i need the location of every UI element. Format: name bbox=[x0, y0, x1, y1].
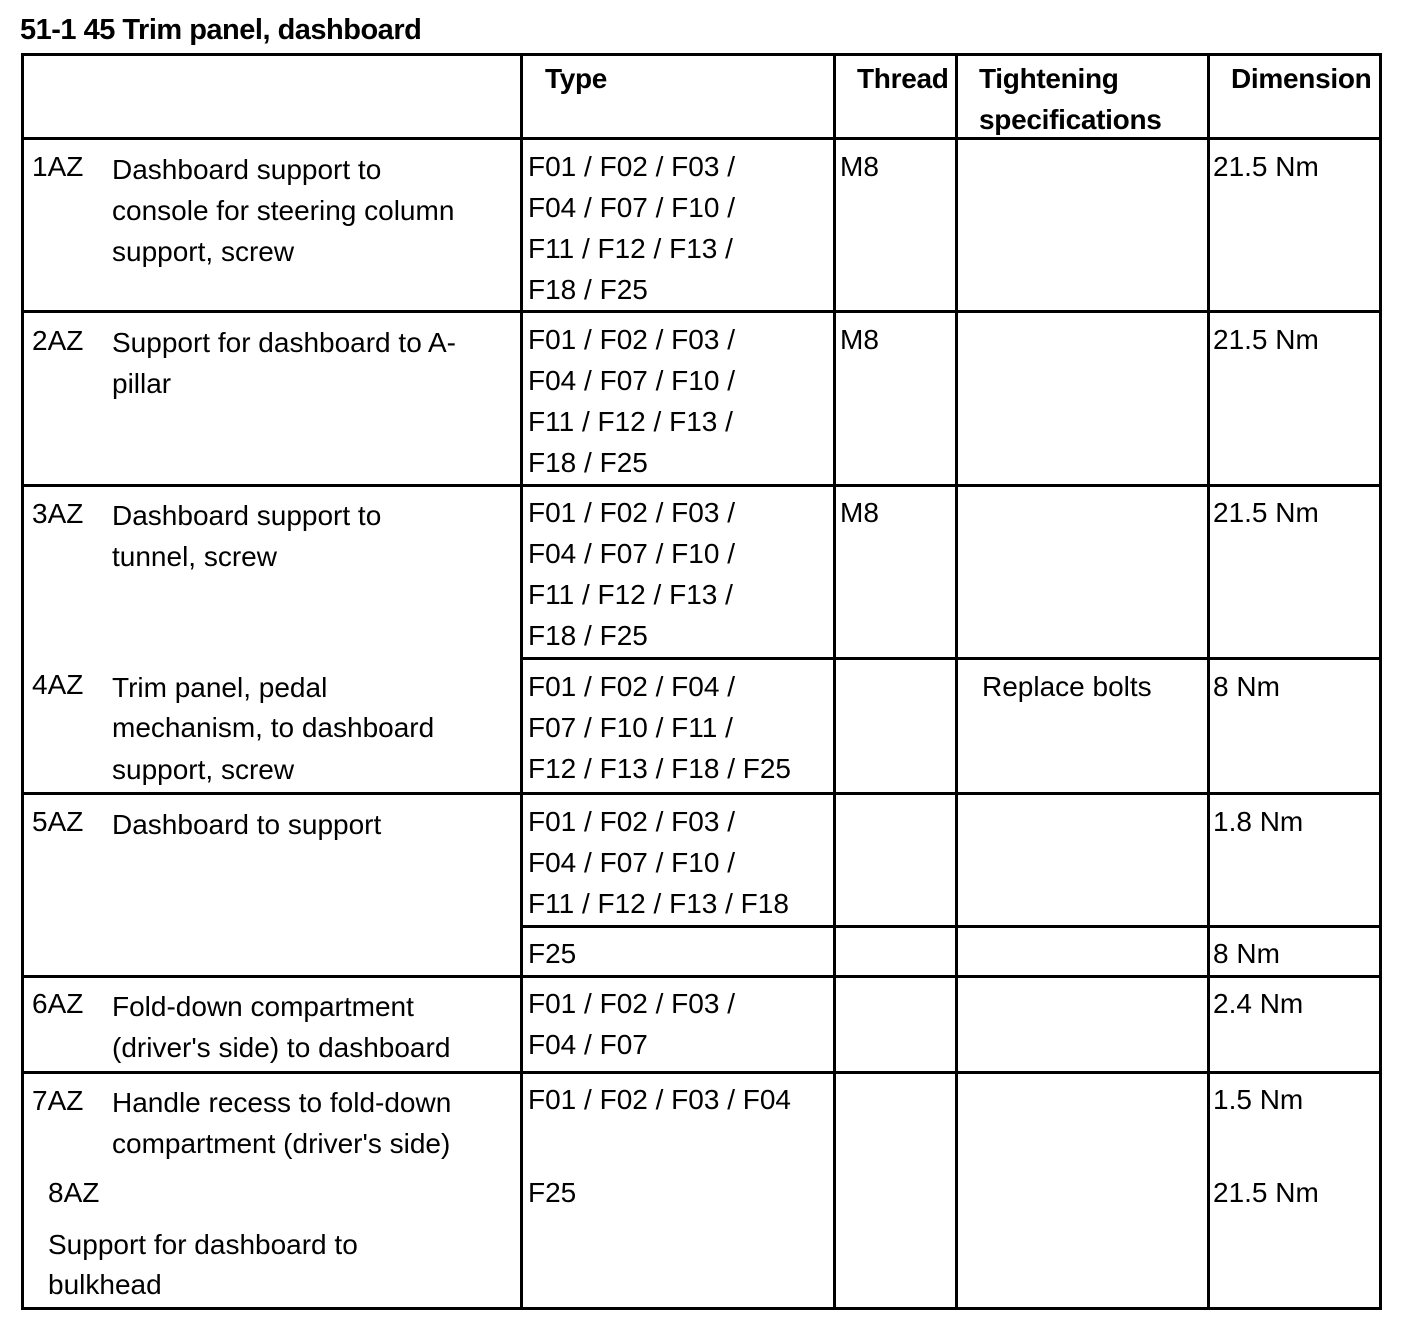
row-description: Fold-down compartment bbox=[112, 991, 414, 1022]
row-dimension: 21.5 Nm bbox=[1213, 324, 1319, 355]
column-divider bbox=[833, 53, 836, 1310]
row-type: F11 / F12 / F13 / bbox=[528, 233, 733, 264]
row-spec: Replace bolts bbox=[982, 671, 1152, 702]
row-type: F01 / F02 / F03 / F04 bbox=[528, 1084, 792, 1115]
row-type: F12 / F13 / F18 / F25 bbox=[528, 753, 792, 784]
row-dimension: 1.8 Nm bbox=[1213, 806, 1304, 837]
row-divider bbox=[21, 1071, 1382, 1074]
row-type: F04 / F07 / F10 / bbox=[528, 538, 735, 569]
row-thread: M8 bbox=[840, 497, 879, 528]
row-dimension: 8 Nm bbox=[1213, 938, 1280, 969]
header-tightening-line2: specifications bbox=[979, 104, 1162, 135]
row-divider bbox=[21, 792, 1382, 795]
row-dimension: 1.5 Nm bbox=[1213, 1084, 1304, 1115]
row-type: F18 / F25 bbox=[528, 620, 648, 651]
row-description: console for steering column bbox=[112, 195, 455, 226]
row-divider bbox=[520, 657, 1382, 660]
row-divider bbox=[520, 925, 1382, 928]
row-type: F01 / F02 / F03 / bbox=[528, 151, 735, 182]
row-type: F04 / F07 / F10 / bbox=[528, 365, 735, 396]
row-type: F01 / F02 / F03 / bbox=[528, 497, 735, 528]
row-description: compartment (driver's side) bbox=[112, 1128, 451, 1159]
row-dimension: 21.5 Nm bbox=[1213, 151, 1319, 182]
column-divider bbox=[1207, 53, 1210, 1310]
row-description: (driver's side) to dashboard bbox=[112, 1032, 451, 1063]
row-type: F11 / F12 / F13 / bbox=[528, 406, 733, 437]
row-type: F07 / F10 / F11 / bbox=[528, 712, 733, 743]
row-divider bbox=[21, 310, 1382, 313]
row-id: 3AZ bbox=[32, 498, 84, 529]
header-dimension: Dimension bbox=[1231, 63, 1372, 94]
row-description: Dashboard support to bbox=[112, 154, 382, 185]
row-id: 4AZ bbox=[32, 669, 84, 700]
row-thread: M8 bbox=[840, 151, 879, 182]
row-type: F01 / F02 / F03 / bbox=[528, 806, 735, 837]
row-description: pillar bbox=[112, 368, 172, 399]
row-type: F25 bbox=[528, 1177, 577, 1208]
row-description: support, screw bbox=[112, 754, 295, 785]
row-description: Handle recess to fold-down bbox=[112, 1087, 452, 1118]
header-tightening-line1: Tightening bbox=[979, 63, 1119, 94]
row-description: Support for dashboard to bbox=[48, 1229, 358, 1260]
row-type: F04 / F07 bbox=[528, 1029, 648, 1060]
row-divider bbox=[21, 137, 1382, 140]
row-description: support, screw bbox=[112, 236, 295, 267]
row-id: 2AZ bbox=[32, 325, 84, 356]
page-title: 51-1 45 Trim panel, dashboard bbox=[20, 14, 422, 46]
row-type: F18 / F25 bbox=[528, 447, 648, 478]
row-description: Dashboard to support bbox=[112, 809, 382, 840]
header-type: Type bbox=[545, 63, 608, 94]
row-id: 8AZ bbox=[48, 1177, 100, 1208]
row-id: 7AZ bbox=[32, 1085, 84, 1116]
row-type: F04 / F07 / F10 / bbox=[528, 192, 735, 223]
row-description: Support for dashboard to A- bbox=[112, 327, 456, 358]
row-type: F04 / F07 / F10 / bbox=[528, 847, 735, 878]
column-divider bbox=[955, 53, 958, 1310]
row-id: 1AZ bbox=[32, 151, 84, 182]
row-description: tunnel, screw bbox=[112, 541, 277, 572]
row-divider bbox=[21, 975, 1382, 978]
column-divider bbox=[520, 53, 523, 1310]
row-type: F11 / F12 / F13 / bbox=[528, 579, 733, 610]
row-type: F18 / F25 bbox=[528, 274, 648, 305]
row-description: Dashboard support to bbox=[112, 500, 382, 531]
row-divider bbox=[21, 484, 1382, 487]
row-dimension: 2.4 Nm bbox=[1213, 988, 1304, 1019]
row-description: bulkhead bbox=[48, 1269, 162, 1300]
row-type: F01 / F02 / F03 / bbox=[528, 988, 735, 1019]
row-id: 5AZ bbox=[32, 806, 84, 837]
row-description: mechanism, to dashboard bbox=[112, 712, 435, 743]
row-id: 6AZ bbox=[32, 988, 84, 1019]
header-thread: Thread bbox=[857, 63, 949, 94]
row-type: F11 / F12 / F13 / F18 bbox=[528, 888, 789, 919]
row-type: F25 bbox=[528, 938, 577, 969]
row-type: F01 / F02 / F04 / bbox=[528, 671, 735, 702]
row-dimension: 21.5 Nm bbox=[1213, 497, 1319, 528]
row-description: Trim panel, pedal bbox=[112, 672, 328, 703]
row-type: F01 / F02 / F03 / bbox=[528, 324, 735, 355]
row-dimension: 8 Nm bbox=[1213, 671, 1280, 702]
row-thread: M8 bbox=[840, 324, 879, 355]
row-dimension: 21.5 Nm bbox=[1213, 1177, 1319, 1208]
